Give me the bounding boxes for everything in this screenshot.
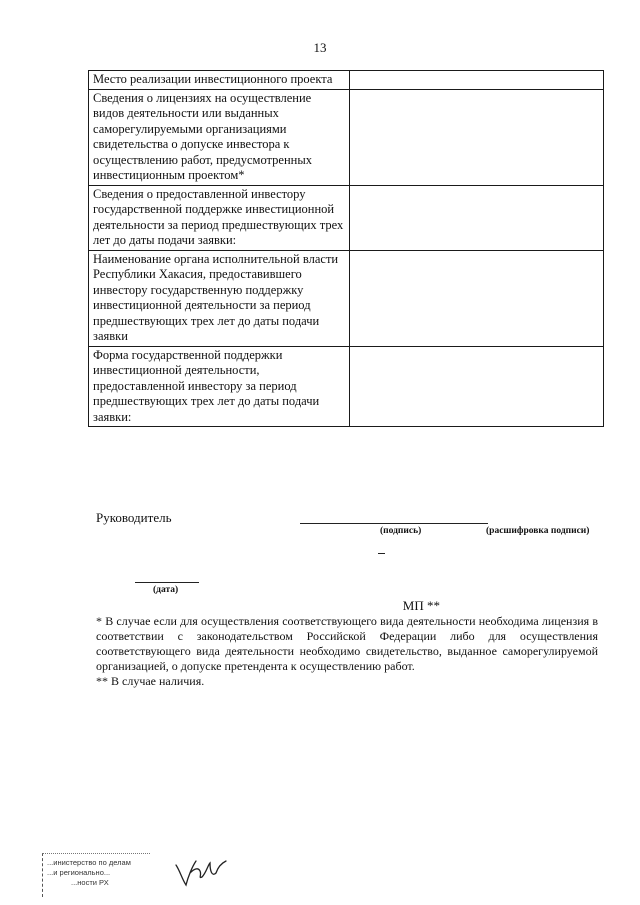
footnote-availability: ** В случае наличия. — [96, 674, 205, 688]
head-label: Руководитель — [96, 510, 172, 525]
row-label-state-support: Сведения о предоставленной инвестору государственной поддержке инвестиционной деятельности за период предшествующих трех лет до даты подачи заявки: — [89, 185, 350, 250]
dash-mark — [378, 553, 385, 554]
decoding-caption: (расшифровка подписи) — [486, 526, 590, 536]
row-value-authority-name[interactable] — [350, 250, 604, 346]
row-label-support-form: Форма государственной поддержки инвестиционной деятельности, предоставленной инвестору за период предшествующих трех лет до даты подачи заявки: — [89, 346, 350, 427]
handwritten-signature-icon — [172, 855, 232, 895]
page-number: 13 — [313, 40, 327, 55]
row-label-authority-name: Наименование органа исполнительной власти Республики Хакасия, предоставившего инвестору государственную поддержку инвестиционной деятельности за период предшествующих трех лет до даты подачи заявки — [89, 250, 350, 346]
row-value-licenses[interactable] — [350, 89, 604, 185]
stamp-line: ...и регионально... — [47, 868, 111, 877]
table-row — [89, 185, 604, 250]
stamp-line: ...ности РХ — [71, 878, 109, 887]
footnote-license: * В случае если для осуществления соответствующего вида деятельности необходима лицензия в соответствии с законодательством Российской Федерации либо для осуществления соответствующего вида деятельности необходимо свидетельство, выданное саморегулируемой организацией, о допуске претендента к осуществлению работ. — [96, 614, 598, 673]
office-stamp — [42, 853, 150, 897]
row-value-state-support[interactable] — [350, 185, 604, 250]
signature-caption: (подпись) — [380, 526, 422, 536]
date-line[interactable] — [135, 582, 199, 583]
table-row — [89, 89, 604, 185]
row-label-project-location: Место реализации инвестиционного проекта — [89, 71, 350, 90]
footnotes — [96, 614, 598, 689]
row-value-project-location[interactable] — [350, 71, 604, 90]
investor-info-table — [88, 70, 604, 427]
table-row — [89, 71, 604, 90]
table-row — [89, 346, 604, 427]
date-caption: (дата) — [153, 585, 179, 595]
row-value-support-form[interactable] — [350, 346, 604, 427]
row-label-licenses: Сведения о лицензиях на осуществление видов деятельности или выданных саморегулируемыми организациями свидетельства о допуске инвестора к осуществлению работ, предусмотренных инвестиционным проектом* — [89, 89, 350, 185]
stamp-place-label: МП ** — [402, 598, 440, 613]
stamp-line: ...инистерство по делам — [47, 858, 131, 867]
table-row — [89, 250, 604, 346]
signature-line[interactable] — [300, 523, 488, 524]
